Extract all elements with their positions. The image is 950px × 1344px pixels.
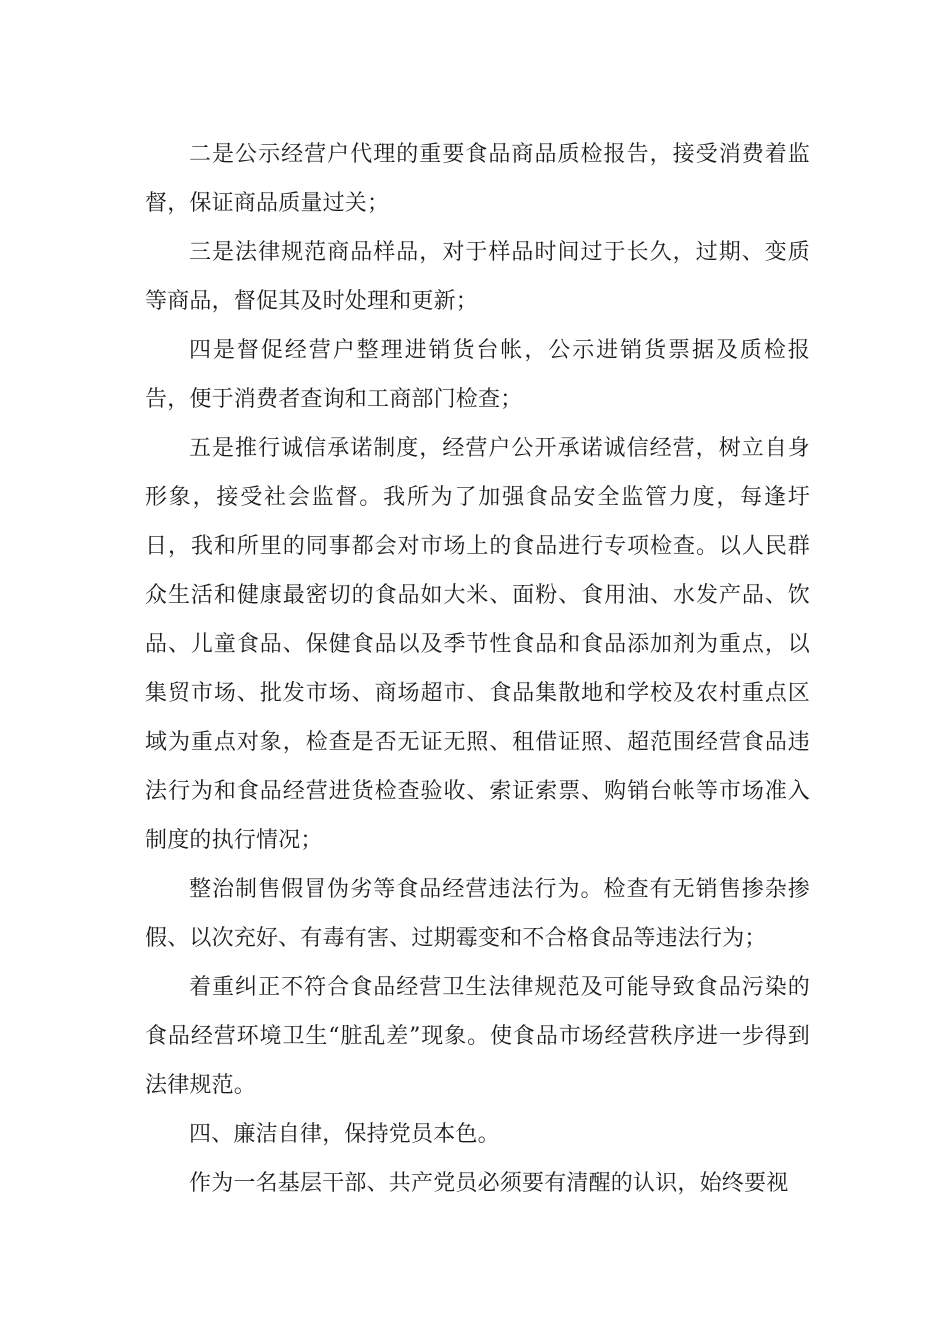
paragraph: 整治制售假冒伪劣等食品经营违法行为。检查有无销售掺杂掺假、以次充好、有毒有害、过期霉变和不合格食品等违法行为； [145,877,810,951]
paragraph: 着重纠正不符合食品经营卫生法律规范及可能导致食品污染的食品经营环境卫生“脏乱差”现象。使食品市场经营秩序进一步得到法律规范。 [145,975,810,1098]
document-body [145,130,810,1208]
paragraph: 四、廉洁自律，保持党员本色。 [189,1122,500,1147]
paragraph: 作为一名基层干部、共产党员必须要有清醒的认识，始终要视 [189,1171,789,1196]
paragraph: 四是督促经营户整理进销货台帐，公示进销货票据及质检报告，便于消费者查询和工商部门检查； [145,338,810,412]
paragraph: 二是公示经营户代理的重要食品商品质检报告，接受消费着监督，保证商品质量过关； [145,142,810,216]
paragraph: 三是法律规范商品样品，对于样品时间过于长久，过期、变质等商品，督促其及时处理和更新； [145,240,810,314]
paragraph: 五是推行诚信承诺制度，经营户公开承诺诚信经营，树立自身形象，接受社会监督。我所为了加强食品安全监管力度，每逢圩日，我和所里的同事都会对市场上的食品进行专项检查。以人民群众生活和健康最密切的食品如大米、面粉、食用油、水发产品、饮品、儿童食品、保健食品以及季节性食品和食品添加剂为重点，以集贸市场、批发市场、商场超市、食品集散地和学校及农村重点区域为重点对象，检查是否无证无照、租借证照、超范围经营食品违法行为和食品经营进货检查验收、索证索票、购销台帐等市场准入制度的执行情况； [145,436,810,853]
